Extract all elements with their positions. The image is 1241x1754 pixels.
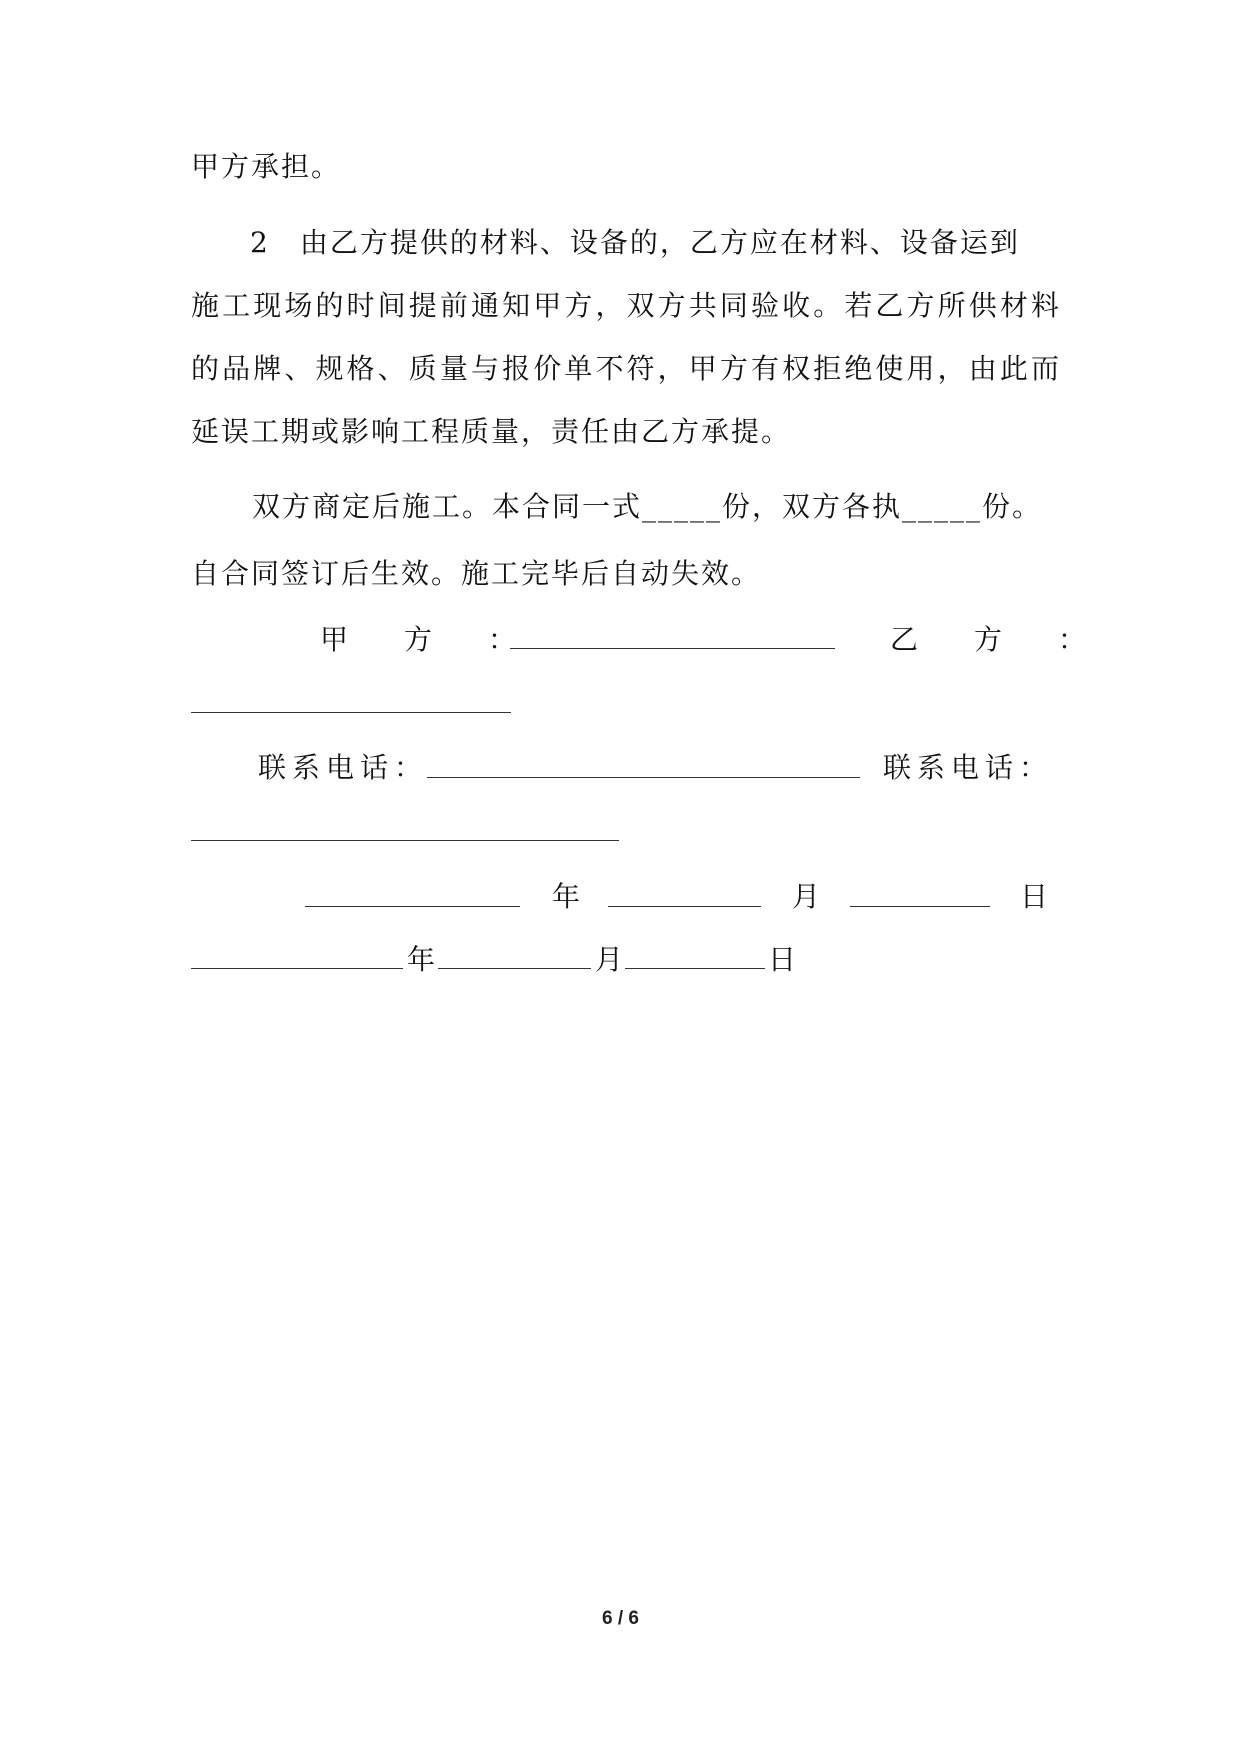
paragraph-line: 双方商定后施工。本合同一式_____份，双方各执_____份。 (252, 490, 1043, 523)
date-b-month-line (438, 968, 591, 969)
date-a-day-line (850, 906, 990, 907)
date-b-day-label: 日 (768, 943, 797, 976)
phone-a-label: 联系电话： (258, 751, 429, 784)
date-a-day-label: 日 (1020, 880, 1049, 913)
paragraph-line: 2 由乙方提供的材料、设备的，乙方应在材料、设备运到 (250, 226, 1020, 259)
date-a-year-line (305, 906, 520, 907)
date-b-month-label: 月 (595, 943, 624, 976)
paragraph-line: 施工现场的时间提前通知甲方，双方共同验收。若乙方所供材料 (191, 289, 1061, 322)
party-b-signature-line (191, 712, 511, 713)
party-b-label: 乙 方 ： (890, 623, 1101, 656)
party-a-signature-line (510, 648, 835, 649)
date-a-month-line (608, 906, 761, 907)
paragraph-line: 延误工期或影响工程质量，责任由乙方承提。 (191, 415, 792, 448)
date-a-month-label: 月 (792, 880, 821, 913)
phone-b-label: 联系电话： (883, 751, 1054, 784)
date-b-year-line (191, 968, 403, 969)
phone-b-line (191, 840, 619, 841)
phone-a-line (427, 777, 860, 778)
date-b-day-line (625, 968, 765, 969)
paragraph-line: 甲方承担。 (191, 150, 342, 183)
date-a-year-label: 年 (552, 880, 581, 913)
date-b-year-label: 年 (407, 943, 436, 976)
paragraph-line: 自合同签订后生效。施工完毕后自动失效。 (191, 557, 762, 590)
party-a-label: 甲 方 ： (320, 623, 531, 656)
paragraph-line: 的品牌、规格、质量与报价单不符，甲方有权拒绝使用，由此而 (191, 352, 1061, 385)
page-number: 6 / 6 (602, 1608, 639, 1629)
